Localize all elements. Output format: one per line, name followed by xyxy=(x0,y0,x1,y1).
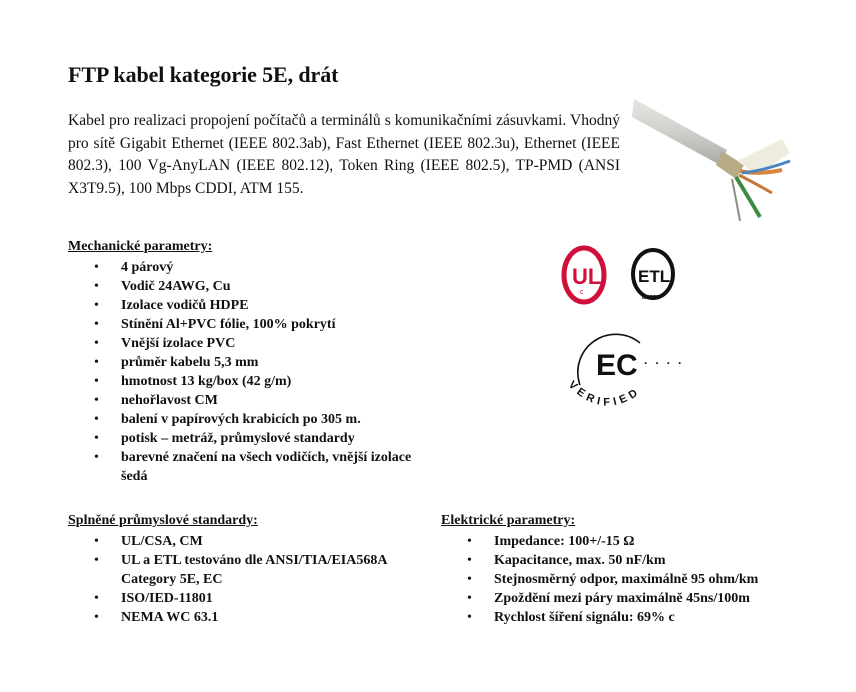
list-item: • UL/CSA, CM xyxy=(88,532,428,551)
ul-logo-sub: c xyxy=(580,289,584,296)
list-item: • nehořlavost CM xyxy=(88,391,418,410)
list-item: • průměr kabelu 5,3 mm xyxy=(88,353,418,372)
list-item: • hmotnost 13 kg/box (42 g/m) xyxy=(88,372,418,391)
ec-logo-dots: · · · · xyxy=(644,356,684,370)
cable-photo xyxy=(632,95,792,225)
list-item: • balení v papírových krabicích po 305 m. xyxy=(88,410,418,429)
mechanical-list xyxy=(88,258,418,486)
list-item: • Vnější izolace PVC xyxy=(88,334,418,353)
electrical-list xyxy=(461,532,841,627)
ec-logo-text: EC xyxy=(596,349,638,382)
ec-verified-logo-icon xyxy=(560,325,690,415)
ec-logo-sub: VERIFIED xyxy=(565,378,644,409)
ul-logo-icon xyxy=(560,244,608,306)
standards-heading: Splněné průmyslové standardy: xyxy=(68,513,258,528)
document-title: FTP kabel kategorie 5E, drát xyxy=(68,62,339,87)
electrical-heading: Elektrické parametry: xyxy=(441,513,576,528)
intro-paragraph: Kabel pro realizaci propojení počítačů a terminálů s komunikačními zásuvkami. Vhodný pro sítě Gigabit Ethernet (IEEE 802.3ab), Fast Ethernet (IEEE 802.3u), Ethernet (IEEE 802.3), 100 Vg-AnyLAN (IEEE 802.12), Token Ring (IEEE 802.5), TP-PMD (ANSI X3T9.5), 100 Mbps CDDI, ATM 155. xyxy=(68,112,620,197)
standards-list xyxy=(88,532,428,627)
list-item: • Kapacitance, max. 50 nF/km xyxy=(461,551,841,570)
list-item: • barevné značení na všech vodičích, vnější izolace šedá xyxy=(88,448,418,486)
list-item: • Zpoždění mezi páry maximálně 45ns/100m xyxy=(461,589,841,608)
list-item: • UL a ETL testováno dle ANSI/TIA/EIA568A Category 5E, EC xyxy=(88,551,428,589)
list-item: • Impedance: 100+/-15 Ω xyxy=(461,532,841,551)
mechanical-heading: Mechanické parametry: xyxy=(68,239,213,254)
etl-logo-text: ETL xyxy=(638,267,671,286)
list-item: • Izolace vodičů HDPE xyxy=(88,296,418,315)
list-item: • Vodič 24AWG, Cu xyxy=(88,277,418,296)
list-item: • Rychlost šíření signálu: 69% c xyxy=(461,608,841,627)
ul-logo-text: UL xyxy=(572,264,602,289)
svg-text:VERIFIED xyxy=(566,379,643,409)
list-item: • ISO/IED-11801 xyxy=(88,589,428,608)
list-item: • Stínění Al+PVC fólie, 100% pokrytí xyxy=(88,315,418,334)
etl-logo-icon xyxy=(630,247,676,303)
list-item: • Stejnosměrný odpor, maximálně 95 ohm/km xyxy=(461,570,841,589)
etl-logo-sub: LISTED xyxy=(642,295,660,301)
list-item: • NEMA WC 63.1 xyxy=(88,608,428,627)
list-item: • 4 párový xyxy=(88,258,418,277)
list-item: • potisk – metráž, průmyslové standardy xyxy=(88,429,418,448)
